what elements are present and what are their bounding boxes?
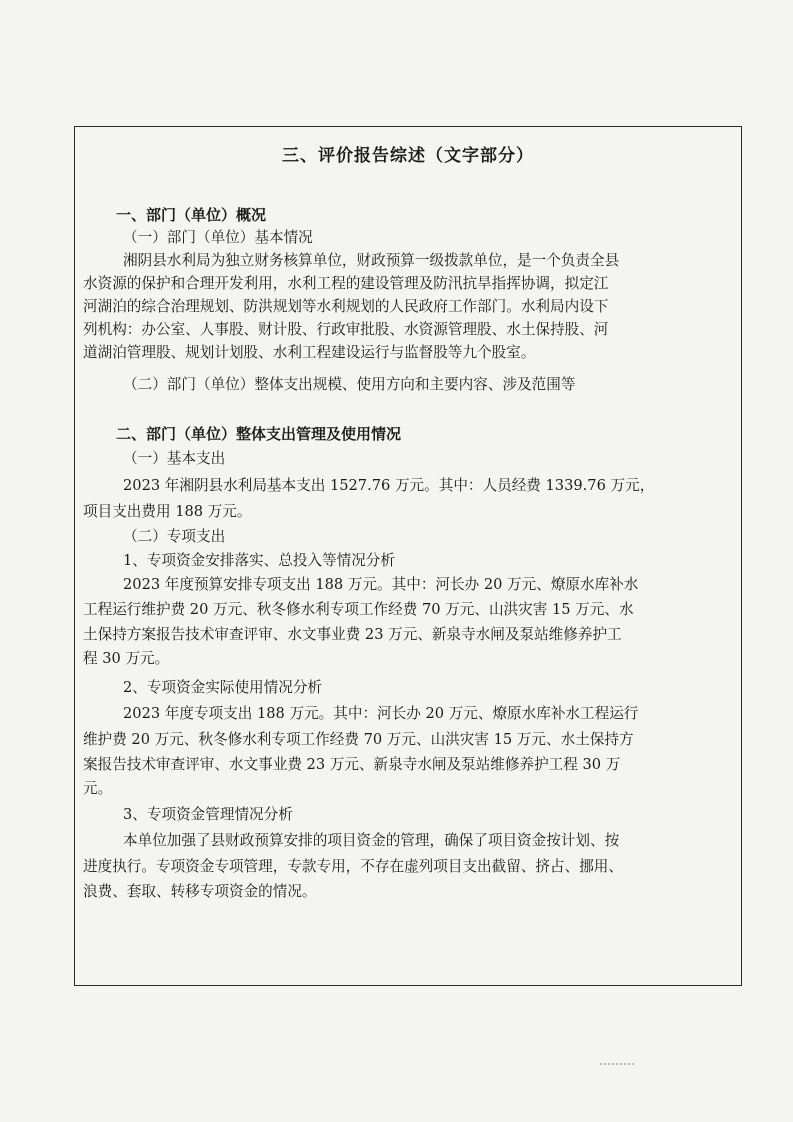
item-3-heading: 3、专项资金管理情况分析: [123, 806, 293, 823]
section-2-heading: 二、部门（单位）整体支出管理及使用情况: [116, 425, 402, 443]
paragraph-line: 湘阴县水利局为独立财务核算单位，财政预算一级拨款单位，是一个负责全县: [123, 252, 620, 269]
paragraph-line: 2023 年湘阴县水利局基本支出 1527.76 万元。其中：人员经费 1339.76 万元，: [123, 477, 655, 494]
paragraph-line: 案报告技术审查评审、水文事业费 23 万元、新泉寺水闸及泵站维修养护工程 30 万: [83, 756, 621, 773]
paragraph-line: 元。: [83, 780, 113, 797]
paragraph-line: 进度执行。专项资金专项管理，专款专用，不存在虚列项目支出截留、挤占、挪用、: [83, 858, 623, 875]
paragraph-line: 项目支出费用 188 万元。: [83, 503, 252, 520]
paragraph-line: 本单位加强了县财政预算安排的项目资金的管理，确保了项目资金按计划、按: [123, 832, 620, 849]
scan-artifact: [600, 1063, 634, 1065]
paragraph-line: 土保持方案报告技术审查评审、水文事业费 23 万元、新泉寺水闸及泵站维修养护工: [83, 626, 622, 643]
paragraph-line: 列机构：办公室、人事股、财计股、行政审批股、水资源管理股、水土保持股、河: [83, 321, 609, 338]
report-frame: [74, 126, 742, 986]
subsection-1-1-heading: （一）部门（单位）基本情况: [123, 229, 313, 246]
paragraph-line: 工程运行维护费 20 万元、秋冬修水利专项工作经费 70 万元、山洪灾害 15 万元、水: [83, 601, 634, 618]
subsection-2-2-heading: （二）专项支出: [123, 528, 226, 545]
paragraph-line: 道湖泊管理股、规划计划股、水利工程建设运行与监督股等九个股室。: [83, 344, 536, 361]
subsection-1-2-heading: （二）部门（单位）整体支出规模、使用方向和主要内容、涉及范围等: [123, 376, 576, 393]
paragraph-line: 维护费 20 万元、秋冬修水利专项工作经费 70 万元、山洪灾害 15 万元、水土保持方: [83, 731, 634, 748]
paragraph-line: 2023 年度专项支出 188 万元。其中：河长办 20 万元、燎原水库补水工程运行: [123, 705, 639, 722]
paragraph-line: 2023 年度预算安排专项支出 188 万元。其中：河长办 20 万元、燎原水库补水: [123, 576, 639, 593]
subsection-2-1-heading: （一）基本支出: [123, 450, 226, 467]
section-1-heading: 一、部门（单位）概况: [116, 206, 267, 224]
paragraph-line: 河湖泊的综合治理规划、防洪规划等水利规划的人民政府工作部门。水利局内设下: [83, 298, 609, 315]
item-1-heading: 1、专项资金安排落实、总投入等情况分析: [123, 552, 395, 569]
paragraph-line: 浪费、套取、转移专项资金的情况。: [83, 883, 317, 900]
report-title: 三、评价报告综述（文字部分）: [282, 146, 534, 166]
paragraph-line: 程 30 万元。: [83, 650, 170, 667]
paragraph-line: 水资源的保护和合理开发利用，水利工程的建设管理及防汛抗旱指挥协调，拟定江: [83, 275, 609, 292]
item-2-heading: 2、专项资金实际使用情况分析: [123, 679, 323, 696]
